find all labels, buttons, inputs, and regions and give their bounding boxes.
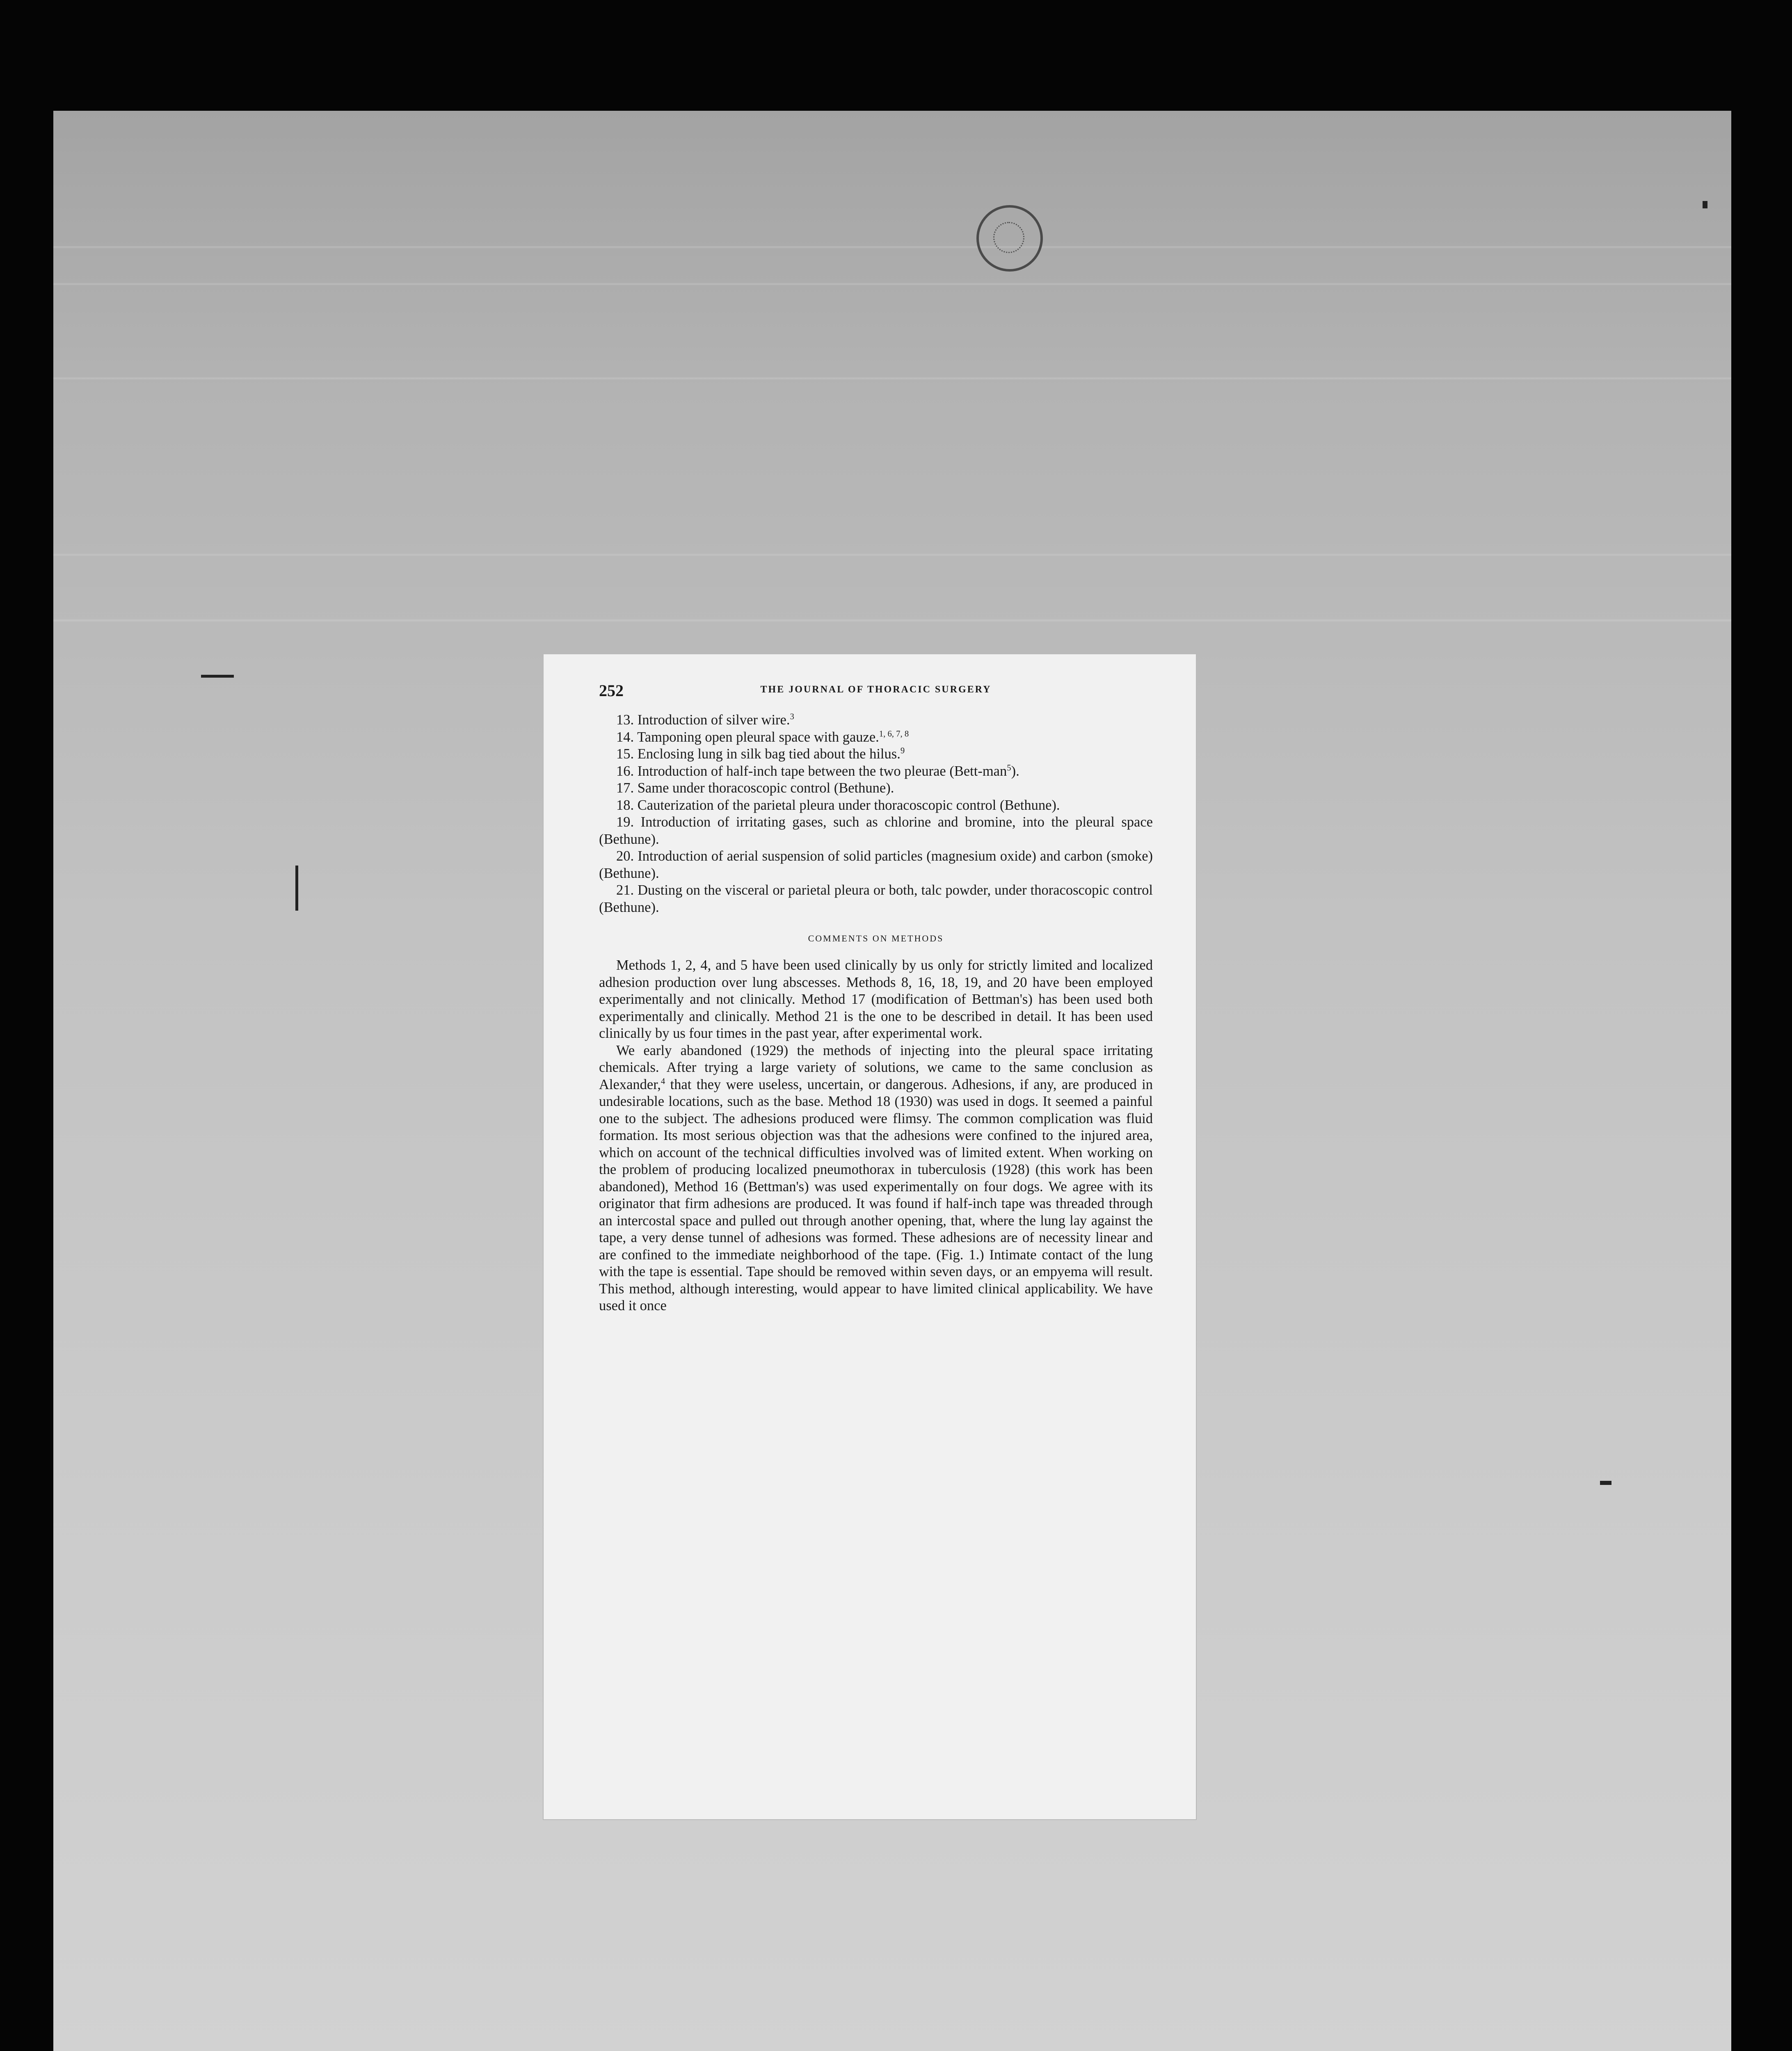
methods-list xyxy=(599,712,1153,916)
scan-mark xyxy=(295,866,298,911)
scan-mark xyxy=(201,675,234,678)
method-item-13: 13. Introduction of silver wire.$^3$ xyxy=(616,712,794,728)
method-item-21: 21. Dusting on the visceral or parietal pleura or both, talc powder, under thoracoscopic control (Bethune). xyxy=(599,882,1153,915)
method-item-18: 18. Cauterization of the parietal pleura under thoracoscopic control (Bethune). xyxy=(616,797,1060,813)
scan-mark xyxy=(1600,1481,1611,1485)
archive-seal-stamp xyxy=(976,205,1043,272)
printed-page xyxy=(544,654,1196,1819)
article-body xyxy=(599,712,1153,1315)
scan-line xyxy=(53,283,1731,285)
paragraph-methods-used: Methods 1, 2, 4, and 5 have been used clinically by us only for strictly limited and localized adhesion production over lung abscesses. Methods 8, 16, 18, 19, and 20 have been employed experimentally and not clinically. Method 17 (modification of Bettman's) has been used both experimentally and clinically. Method 21 is the one to be described in detail. It has been used clinically by us four times in the past year, after experimental work. xyxy=(599,957,1153,1041)
page-header xyxy=(599,681,1153,706)
scan-line xyxy=(53,246,1731,248)
scan-mark xyxy=(1703,201,1707,208)
scan-line xyxy=(53,619,1731,621)
method-item-17: 17. Same under thoracoscopic control (Bethune). xyxy=(616,780,894,796)
method-item-14: 14. Tamponing open pleural space with gauze.$^{1, 6, 7, 8}$ xyxy=(616,729,909,745)
scan-line xyxy=(53,554,1731,556)
section-heading: COMMENTS ON METHODS xyxy=(808,933,944,943)
method-item-16: 16. Introduction of half-inch tape between the two pleurae (Bett-man$^5$). xyxy=(616,763,1019,779)
method-item-15: 15. Enclosing lung in silk bag tied about the hilus.$^9$ xyxy=(616,746,905,762)
method-item-20: 20. Introduction of aerial suspension of solid particles (magnesium oxide) and carbon (smoke) (Bethune). xyxy=(599,848,1153,881)
scan-line xyxy=(53,377,1731,379)
page-number: 252 xyxy=(599,681,624,700)
running-head: THE JOURNAL OF THORACIC SURGERY xyxy=(760,684,992,695)
paragraph-abandoned-methods: We early abandoned (1929) the methods of injecting into the pleural space irritating chemicals. After trying a large variety of solutions, we came to the same conclusion as Alexander,$^4$ that they were useless, uncertain, or dangerous. Adhesions, if any, are produced in undesirable locations, such as the base. Method 18 (1930) was used in dogs. It seemed a painful one to the subject. The adhesions produced were flimsy. The common complication was fluid formation. Its most serious objection was that the adhesions were confined to the injured area, which on account of the technical difficulties involved was of limited extent. When working on the problem of producing localized pneumothorax in tuberculosis (1928) (this work has been abandoned), Method 16 (Bettman's) was used experimentally on four dogs. We agree with its originator that firm adhesions are produced. It was found if half-inch tape was threaded through an intercostal space and pulled out through another opening, that, where the lung lay against the tape, a very dense tunnel of adhesions was formed. These adhesions are of necessity linear and are confined to the immediate neighborhood of the tape. (Fig. 1.) Intimate contact of the lung with the tape is essential. Tape should be removed within seven days, or an empyema will result. This method, although interesting, would appear to have limited clinical applicability. We have used it once xyxy=(599,1042,1153,1313)
method-item-19: 19. Introduction of irritating gases, such as chlorine and bromine, into the pleural space (Bethune). xyxy=(599,814,1153,847)
